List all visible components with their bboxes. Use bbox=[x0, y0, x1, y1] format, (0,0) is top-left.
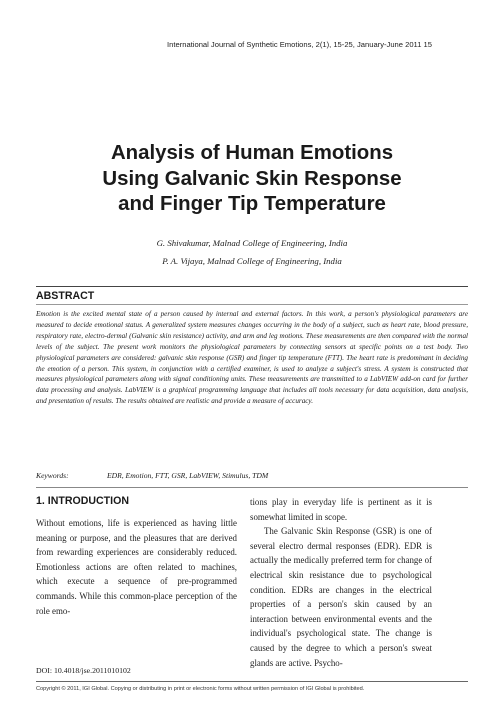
doi: DOI: 10.4018/jse.2011010102 bbox=[36, 666, 131, 675]
footer-rule bbox=[36, 681, 468, 682]
author-2: P. A. Vijaya, Malnad College of Engineering, India bbox=[162, 256, 342, 266]
author-1: G. Shivakumar, Malnad College of Engineering, India bbox=[156, 238, 348, 248]
intro-left-column bbox=[36, 516, 237, 618]
article-title bbox=[0, 141, 504, 218]
abstract-heading-rule bbox=[36, 304, 468, 305]
title-line-3: and Finger Tip Temperature bbox=[118, 193, 386, 215]
keywords-text: EDR, Emotion, FTT, GSR, LabVIEW, Stimulus, TDM bbox=[107, 471, 269, 480]
keywords-rule bbox=[36, 487, 468, 488]
keywords-label: Keywords: bbox=[36, 471, 69, 480]
intro-paragraph-2: The Galvanic Skin Response (GSR) is one of several electro dermal responses (EDR). EDR is actually the medically preferred term for change of electrical skin resistance due to psychological condition. EDRs are changes in the electrical properties of a person's skin caused by an interaction between environmental events and the individual's psychological state. The change is caused by the degree to which a person's sweat glands are active. Psycho- bbox=[250, 526, 432, 668]
abstract-text: Emotion is the excited mental state of a person caused by internal and external factors. In this work, a person's physiological parameters are measured to decide emotional status. A generalized system measures changes occurring in the body of a subject, such as heart rate, blood pressure, respiratory rate, electro-dermal (Galvanic skin resistance) activity, and arm and leg motions. These measurements are then compared with the normal levels of the subject. The present work monitors the physiological parameters by connecting sensors at specific points on a test body. Two physiological parameters are considered: galvanic skin response (GSR) and finger tip temperature (FTT). The heart rate is predominant in deciding the emotion of a person. This system, in conjunction with a certified examiner, is used to analyze a subject's stress. A system is constructed that measures physiological parameters along with signal conditioning units. These measurements are transmitted to a LabVIEW add-on card for further data processing and analysis. LabVIEW is a graphical programming language that includes all tools necessary for data acquisition, data analysis, and presentation of results. The results obtained are realistic and provide a measure of accuracy. bbox=[36, 310, 468, 406]
copyright-notice: Copyright © 2011, IGI Global. Copying or distributing in print or electronic forms without written permission of IGI Global is prohibited. bbox=[36, 686, 365, 692]
abstract-top-rule bbox=[36, 286, 468, 287]
running-header: International Journal of Synthetic Emotions, 2(1), 15-25, January-June 2011 15 bbox=[167, 40, 432, 49]
title-line-1: Analysis of Human Emotions bbox=[110, 142, 394, 164]
intro-paragraph-continued: tions play in everyday life is pertinent as it is somewhat limited in scope. bbox=[250, 497, 432, 522]
intro-right-column bbox=[250, 495, 432, 670]
intro-paragraph-1: Without emotions, life is experienced as having little meaning or purpose, and the pleasures that are derived from rewarding experiences are considerably reduced. Emotionless actions are often related to machines, which execute a sequence of pre-programmed commands. While this common-place perception of the role emo- bbox=[36, 518, 237, 616]
section-heading-introduction: 1. INTRODUCTION bbox=[36, 495, 129, 507]
title-line-2: Using Galvanic Skin Response bbox=[102, 167, 402, 190]
abstract-heading: ABSTRACT bbox=[36, 290, 95, 302]
